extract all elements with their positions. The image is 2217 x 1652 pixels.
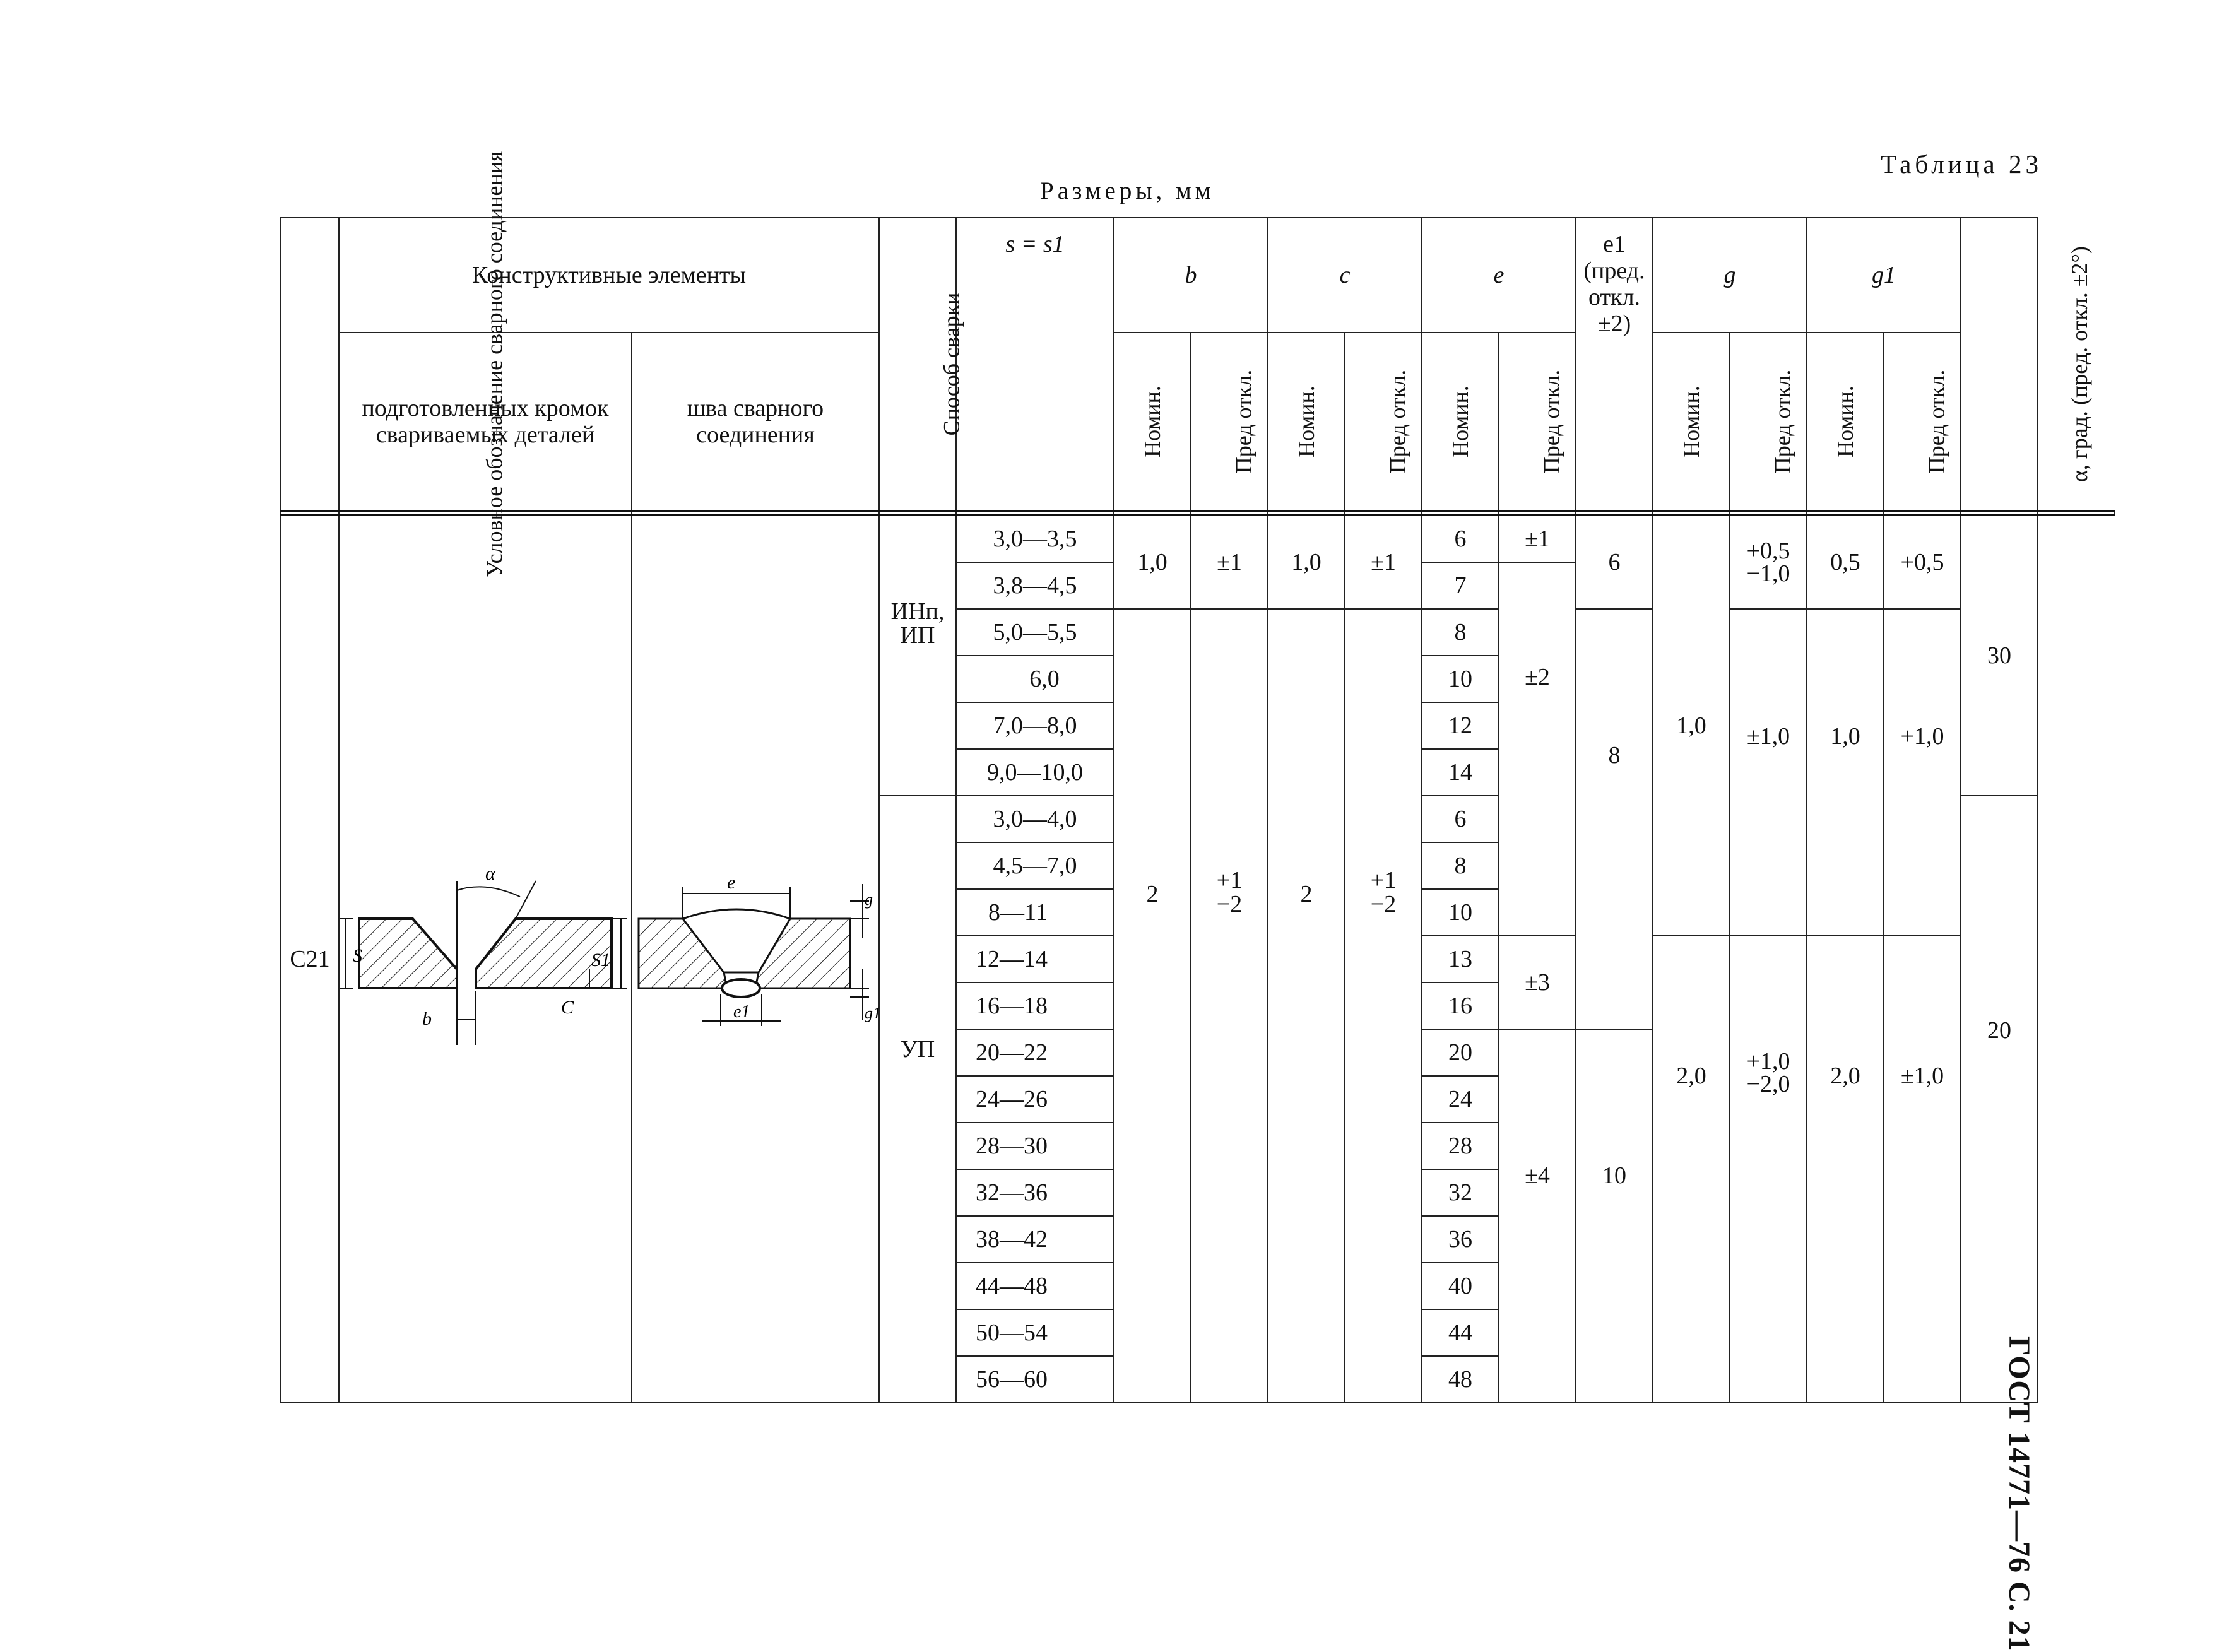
alpha-header: α, град. (пред. откл. ±2°) bbox=[1961, 218, 2038, 511]
e-dev-3: ±3 bbox=[1499, 936, 1576, 1029]
e-dev-2: ±2 bbox=[1499, 562, 1576, 936]
e-nom-cell: 20 bbox=[1422, 1029, 1499, 1076]
e-nom-header: Номин. bbox=[1422, 333, 1499, 511]
g-dev-3: +1,0 −2,0 bbox=[1730, 936, 1807, 1403]
e1-1: 6 bbox=[1576, 515, 1653, 609]
e-nom-cell: 24 bbox=[1422, 1076, 1499, 1123]
b-dev-1: ±1 bbox=[1191, 515, 1268, 609]
s-cell: 32—36 bbox=[956, 1169, 1114, 1216]
g1-nom-3: 2,0 bbox=[1807, 936, 1884, 1403]
e-nom-cell: 12 bbox=[1422, 702, 1499, 749]
label-g1: g1 bbox=[865, 1003, 881, 1022]
g1-dev-2: +1,0 bbox=[1884, 609, 1961, 936]
s-cell: 6,0 bbox=[956, 656, 1114, 702]
g-nom-1: 1,0 bbox=[1653, 515, 1730, 936]
s-cell: 3,0—3,5 bbox=[956, 515, 1114, 562]
e-nom-cell: 28 bbox=[1422, 1123, 1499, 1169]
c-dev-header: Пред откл. bbox=[1345, 333, 1422, 511]
s-cell: 5,0—5,5 bbox=[956, 609, 1114, 656]
e-nom-cell: 44 bbox=[1422, 1309, 1499, 1356]
e-nom-cell: 7 bbox=[1422, 562, 1499, 609]
s-cell: 3,8—4,5 bbox=[956, 562, 1114, 609]
e-nom-cell: 10 bbox=[1422, 889, 1499, 936]
e-nom-cell: 16 bbox=[1422, 982, 1499, 1029]
g-dev-header: Пред откл. bbox=[1730, 333, 1807, 511]
weld-seam-header: шва сварного соединения bbox=[632, 333, 879, 511]
e-nom-cell: 36 bbox=[1422, 1216, 1499, 1263]
s-cell: 50—54 bbox=[956, 1309, 1114, 1356]
b-nom-header: Номин. bbox=[1114, 333, 1191, 511]
s-cell: 28—30 bbox=[956, 1123, 1114, 1169]
e-nom-cell: 6 bbox=[1422, 796, 1499, 842]
e1-3: 10 bbox=[1576, 1029, 1653, 1403]
e-dev-4: ±4 bbox=[1499, 1029, 1576, 1403]
prepared-edges-svg bbox=[340, 862, 630, 1051]
s-cell: 56—60 bbox=[956, 1356, 1114, 1403]
g1-nom-2: 1,0 bbox=[1807, 609, 1884, 936]
weld-seam-drawing bbox=[632, 515, 879, 1403]
g-dev-1: +0,5 −1,0 bbox=[1730, 515, 1807, 609]
g-nom-3: 2,0 bbox=[1653, 936, 1730, 1403]
prepared-edges-header: подготовленных кромок свариваемых деталей bbox=[339, 333, 632, 511]
b-header: b bbox=[1114, 218, 1268, 333]
g1-dev-1: +0,5 bbox=[1884, 515, 1961, 609]
alpha-1: 30 bbox=[1961, 515, 2038, 796]
s-cell: 24—26 bbox=[956, 1076, 1114, 1123]
c-nom-header: Номин. bbox=[1268, 333, 1345, 511]
label-s: S bbox=[353, 945, 362, 966]
e1-2: 8 bbox=[1576, 609, 1653, 1029]
e-nom-cell: 48 bbox=[1422, 1356, 1499, 1403]
designation-header: Условное обозначение сварного соединения bbox=[281, 218, 339, 511]
method-up: УП bbox=[879, 796, 956, 1403]
joint-designation: С21 bbox=[281, 515, 339, 1403]
s-cell: 38—42 bbox=[956, 1216, 1114, 1263]
e-nom-cell: 40 bbox=[1422, 1263, 1499, 1309]
g1-nom-header: Номин. bbox=[1807, 333, 1884, 511]
c-dev-1: ±1 bbox=[1345, 515, 1422, 609]
e1-header: e1 (пред. откл. ±2) bbox=[1576, 218, 1653, 511]
b-nom-1: 1,0 bbox=[1114, 515, 1191, 609]
s-cell: 44—48 bbox=[956, 1263, 1114, 1309]
e-nom-cell: 8 bbox=[1422, 842, 1499, 889]
e-header: e bbox=[1422, 218, 1576, 333]
b-dev-2: +1 −2 bbox=[1191, 609, 1268, 1403]
s-cell: 9,0—10,0 bbox=[956, 749, 1114, 796]
construct-elements-header: Конструктивные элементы bbox=[339, 218, 879, 333]
g1-header: g1 bbox=[1807, 218, 1961, 333]
table-number: Таблица 23 bbox=[1881, 150, 2042, 179]
s-cell: 4,5—7,0 bbox=[956, 842, 1114, 889]
g-nom-header: Номин. bbox=[1653, 333, 1730, 511]
weld-seam-svg bbox=[632, 862, 881, 1051]
label-alpha: α bbox=[485, 863, 495, 884]
s-cell: 7,0—8,0 bbox=[956, 702, 1114, 749]
s-cell: 20—22 bbox=[956, 1029, 1114, 1076]
prepared-edges-drawing bbox=[339, 515, 632, 1403]
alpha-2: 20 bbox=[1961, 796, 2038, 1403]
g1-dev-3: ±1,0 bbox=[1884, 936, 1961, 1403]
label-e: e bbox=[727, 871, 736, 893]
e-nom-cell: 13 bbox=[1422, 936, 1499, 982]
b-dev-header: Пред откл. bbox=[1191, 333, 1268, 511]
g-dev-2: ±1,0 bbox=[1730, 609, 1807, 936]
e-dev-header: Пред откл. bbox=[1499, 333, 1576, 511]
s-cell: 12—14 bbox=[956, 936, 1114, 982]
method-inp-ip: ИНп, ИП bbox=[879, 515, 956, 796]
c-nom-2: 2 bbox=[1268, 609, 1345, 1403]
e-nom-cell: 32 bbox=[1422, 1169, 1499, 1216]
c-dev-2: +1 −2 bbox=[1345, 609, 1422, 1403]
method-header: Способ сварки bbox=[879, 218, 956, 511]
e-dev-1: ±1 bbox=[1499, 515, 1576, 562]
s-header: s = s1 bbox=[956, 218, 1114, 511]
label-b: b bbox=[422, 1008, 432, 1029]
g-header: g bbox=[1653, 218, 1807, 333]
label-s1: S1 bbox=[591, 949, 610, 971]
e-nom-cell: 8 bbox=[1422, 609, 1499, 656]
label-e1: e1 bbox=[733, 1001, 750, 1022]
g1-dev-header: Пред откл. bbox=[1884, 333, 1961, 511]
g1-nom-1: 0,5 bbox=[1807, 515, 1884, 609]
e-nom-cell: 10 bbox=[1422, 656, 1499, 702]
e-nom-cell: 6 bbox=[1422, 515, 1499, 562]
c-header: c bbox=[1268, 218, 1422, 333]
b-nom-2: 2 bbox=[1114, 609, 1191, 1403]
s-cell: 8—11 bbox=[956, 889, 1114, 936]
s-cell: 16—18 bbox=[956, 982, 1114, 1029]
page-code: ГОСТ 14771—76 С. 21 bbox=[2002, 1336, 2036, 1652]
sizes-caption: Размеры, мм bbox=[1040, 177, 1215, 204]
label-c: C bbox=[561, 996, 574, 1018]
s-cell: 3,0—4,0 bbox=[956, 796, 1114, 842]
c-nom-1: 1,0 bbox=[1268, 515, 1345, 609]
e-nom-cell: 14 bbox=[1422, 749, 1499, 796]
label-g: g bbox=[865, 890, 873, 909]
